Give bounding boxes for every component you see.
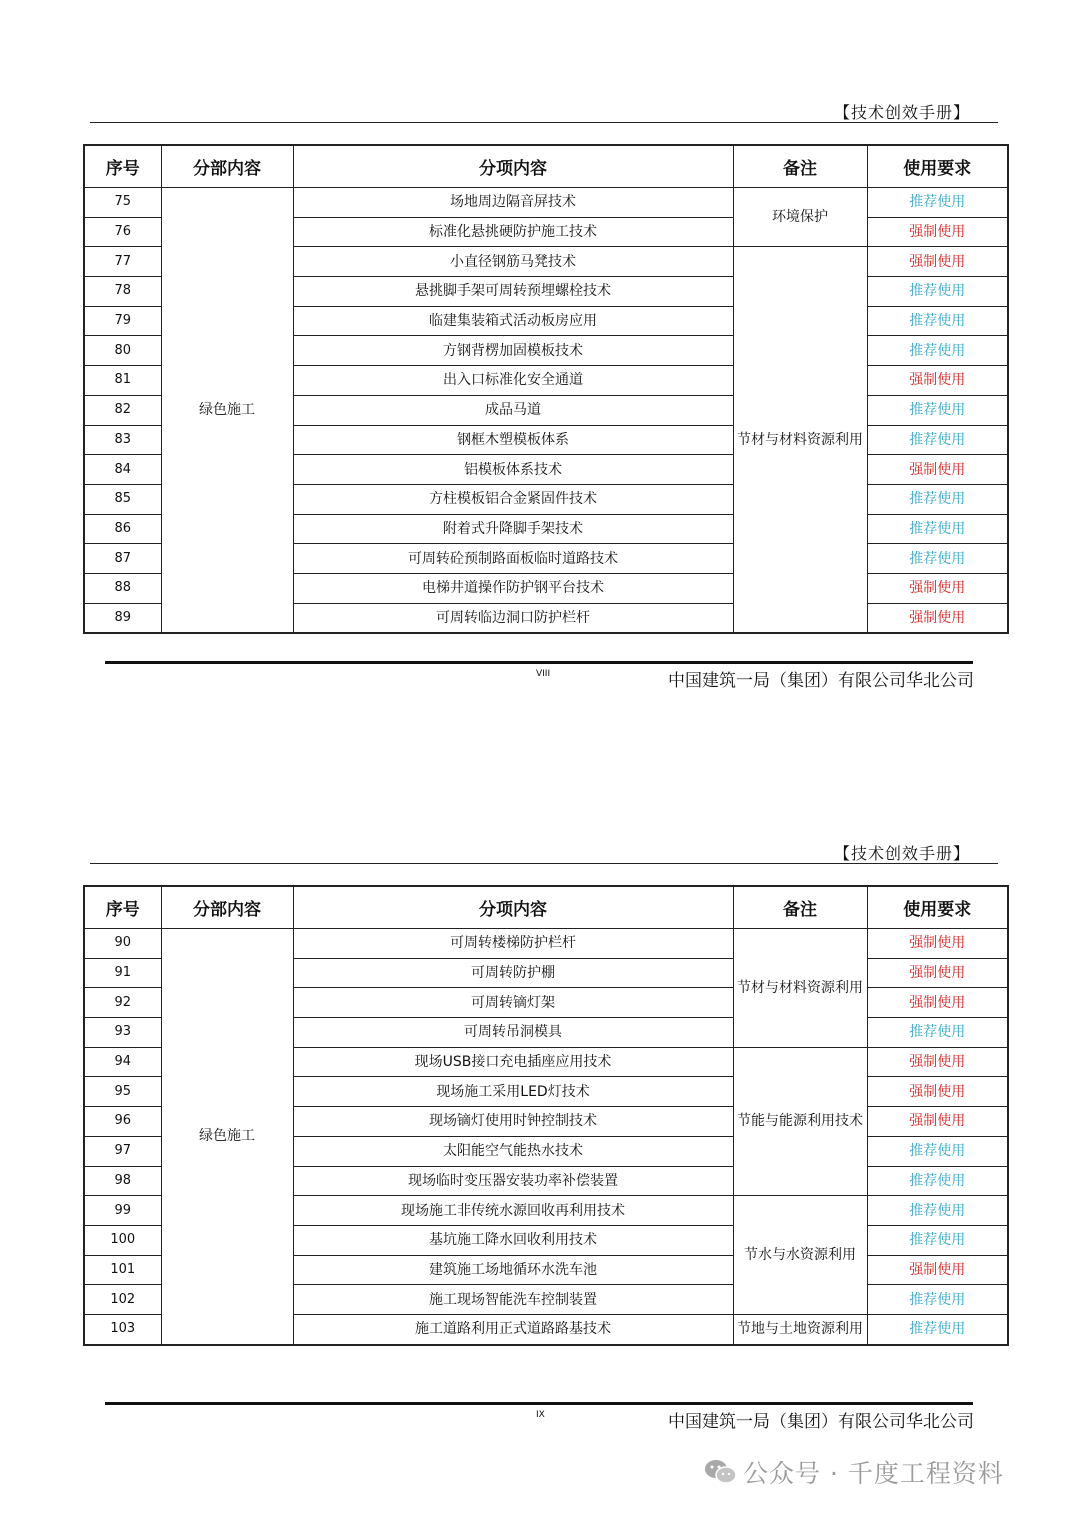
requirement-cell: 推荐使用 (867, 188, 1008, 218)
item-cell: 标准化悬挑硬防护施工技术 (293, 217, 733, 247)
col-header-requirement: 使用要求 (867, 886, 1008, 929)
row-number: 100 (84, 1225, 161, 1255)
item-cell: 钢框木塑模板体系 (293, 425, 733, 455)
watermark-text: 公众号 · 千度工程资料 (743, 1459, 1004, 1488)
item-cell: 出入口标准化安全通道 (293, 366, 733, 396)
note-cell: 节能与能源利用技术 (733, 1047, 867, 1195)
requirement-cell: 推荐使用 (867, 544, 1008, 574)
item-cell: 可周转吊洞模具 (293, 1018, 733, 1048)
requirement-cell: 推荐使用 (867, 514, 1008, 544)
row-number: 90 (84, 929, 161, 959)
requirement-cell: 推荐使用 (867, 1314, 1008, 1344)
row-number: 91 (84, 958, 161, 988)
footer-company: 中国建筑一局（集团）有限公司华北公司 (668, 671, 974, 691)
division-cell: 绿色施工 (161, 929, 293, 1345)
row-number: 75 (84, 188, 161, 218)
requirement-cell: 强制使用 (867, 1107, 1008, 1137)
requirement-cell: 强制使用 (867, 366, 1008, 396)
requirement-cell: 强制使用 (867, 1077, 1008, 1107)
col-header-no: 序号 (84, 886, 161, 929)
item-cell: 可周转临边洞口防护栏杆 (293, 603, 733, 633)
row-number: 103 (84, 1314, 161, 1344)
requirement-cell: 推荐使用 (867, 1136, 1008, 1166)
item-cell: 电梯井道操作防护钢平台技术 (293, 573, 733, 603)
row-number: 80 (84, 336, 161, 366)
table-body (84, 929, 1008, 1345)
row-number: 97 (84, 1136, 161, 1166)
item-cell: 基坑施工降水回收利用技术 (293, 1225, 733, 1255)
row-number: 77 (84, 247, 161, 277)
row-number: 101 (84, 1255, 161, 1285)
page-number: VIII (536, 669, 551, 679)
note-cell: 节水与水资源利用 (733, 1196, 867, 1315)
table-row (84, 929, 1008, 959)
item-cell: 方柱模板铝合金紧固件技术 (293, 484, 733, 514)
header-rule (90, 122, 998, 123)
note-cell: 节材与材料资源利用 (733, 247, 867, 633)
col-header-note: 备注 (733, 145, 867, 188)
requirement-cell: 推荐使用 (867, 1166, 1008, 1196)
item-cell: 现场USB接口充电插座应用技术 (293, 1047, 733, 1077)
row-number: 88 (84, 573, 161, 603)
header-title: 【技术创效手册】 (833, 103, 970, 122)
item-cell: 可周转镝灯架 (293, 988, 733, 1018)
item-cell: 太阳能空气能热水技术 (293, 1136, 733, 1166)
item-cell: 悬挑脚手架可周转预埋螺栓技术 (293, 277, 733, 307)
row-number: 82 (84, 395, 161, 425)
item-cell: 现场施工非传统水源回收再利用技术 (293, 1196, 733, 1226)
requirement-cell: 强制使用 (867, 1255, 1008, 1285)
row-number: 93 (84, 1018, 161, 1048)
col-header-division: 分部内容 (161, 886, 293, 929)
footer-company: 中国建筑一局（集团）有限公司华北公司 (668, 1412, 974, 1432)
row-number: 87 (84, 544, 161, 574)
item-cell: 可周转防护棚 (293, 958, 733, 988)
row-number: 99 (84, 1196, 161, 1226)
col-header-division: 分部内容 (161, 145, 293, 188)
requirement-cell: 强制使用 (867, 455, 1008, 485)
table-header-row (84, 145, 1008, 188)
requirement-cell: 推荐使用 (867, 1018, 1008, 1048)
requirement-cell: 推荐使用 (867, 1225, 1008, 1255)
row-number: 98 (84, 1166, 161, 1196)
item-cell: 铝模板体系技术 (293, 455, 733, 485)
item-cell: 附着式升降脚手架技术 (293, 514, 733, 544)
row-number: 96 (84, 1107, 161, 1137)
row-number: 89 (84, 603, 161, 633)
requirement-cell: 推荐使用 (867, 425, 1008, 455)
item-cell: 成品马道 (293, 395, 733, 425)
requirement-cell: 推荐使用 (867, 1285, 1008, 1315)
header-rule (90, 863, 998, 864)
requirement-cell: 推荐使用 (867, 1196, 1008, 1226)
col-header-note: 备注 (733, 886, 867, 929)
requirement-cell: 推荐使用 (867, 484, 1008, 514)
row-number: 92 (84, 988, 161, 1018)
item-cell: 现场临时变压器安装功率补偿装置 (293, 1166, 733, 1196)
page-number: IX (536, 1410, 545, 1420)
col-header-item: 分项内容 (293, 886, 733, 929)
requirement-cell: 强制使用 (867, 573, 1008, 603)
row-number: 102 (84, 1285, 161, 1315)
col-header-requirement: 使用要求 (867, 145, 1008, 188)
row-number: 79 (84, 306, 161, 336)
requirement-cell: 强制使用 (867, 958, 1008, 988)
col-header-no: 序号 (84, 145, 161, 188)
note-cell: 环境保护 (733, 188, 867, 247)
table-row (84, 188, 1008, 218)
item-cell: 现场施工采用LED灯技术 (293, 1077, 733, 1107)
requirement-cell: 推荐使用 (867, 306, 1008, 336)
footer-rule (105, 1402, 973, 1405)
item-cell: 施工现场智能洗车控制装置 (293, 1285, 733, 1315)
item-cell: 方钢背楞加固模板技术 (293, 336, 733, 366)
requirement-cell: 强制使用 (867, 988, 1008, 1018)
row-number: 84 (84, 455, 161, 485)
row-number: 86 (84, 514, 161, 544)
item-cell: 可周转砼预制路面板临时道路技术 (293, 544, 733, 574)
tech-table (83, 144, 1009, 634)
requirement-cell: 推荐使用 (867, 395, 1008, 425)
requirement-cell: 强制使用 (867, 1047, 1008, 1077)
item-cell: 小直径钢筋马凳技术 (293, 247, 733, 277)
row-number: 95 (84, 1077, 161, 1107)
row-number: 94 (84, 1047, 161, 1077)
item-cell: 场地周边隔音屏技术 (293, 188, 733, 218)
wechat-icon (703, 1457, 739, 1487)
item-cell: 可周转楼梯防护栏杆 (293, 929, 733, 959)
col-header-item: 分项内容 (293, 145, 733, 188)
requirement-cell: 强制使用 (867, 603, 1008, 633)
requirement-cell: 强制使用 (867, 217, 1008, 247)
item-cell: 临建集装箱式活动板房应用 (293, 306, 733, 336)
row-number: 83 (84, 425, 161, 455)
item-cell: 现场镝灯使用时钟控制技术 (293, 1107, 733, 1137)
watermark (703, 1454, 1004, 1490)
item-cell: 建筑施工场地循环水洗车池 (293, 1255, 733, 1285)
requirement-cell: 推荐使用 (867, 336, 1008, 366)
requirement-cell: 强制使用 (867, 247, 1008, 277)
division-cell: 绿色施工 (161, 188, 293, 634)
header-title: 【技术创效手册】 (833, 844, 970, 863)
item-cell: 施工道路利用正式道路路基技术 (293, 1314, 733, 1344)
requirement-cell: 推荐使用 (867, 277, 1008, 307)
note-cell: 节地与土地资源利用 (733, 1314, 867, 1344)
tech-table (83, 885, 1009, 1346)
footer-rule (105, 661, 973, 664)
row-number: 81 (84, 366, 161, 396)
note-cell: 节材与材料资源利用 (733, 929, 867, 1048)
row-number: 76 (84, 217, 161, 247)
requirement-cell: 强制使用 (867, 929, 1008, 959)
table-header-row (84, 886, 1008, 929)
row-number: 85 (84, 484, 161, 514)
row-number: 78 (84, 277, 161, 307)
table-body (84, 188, 1008, 634)
